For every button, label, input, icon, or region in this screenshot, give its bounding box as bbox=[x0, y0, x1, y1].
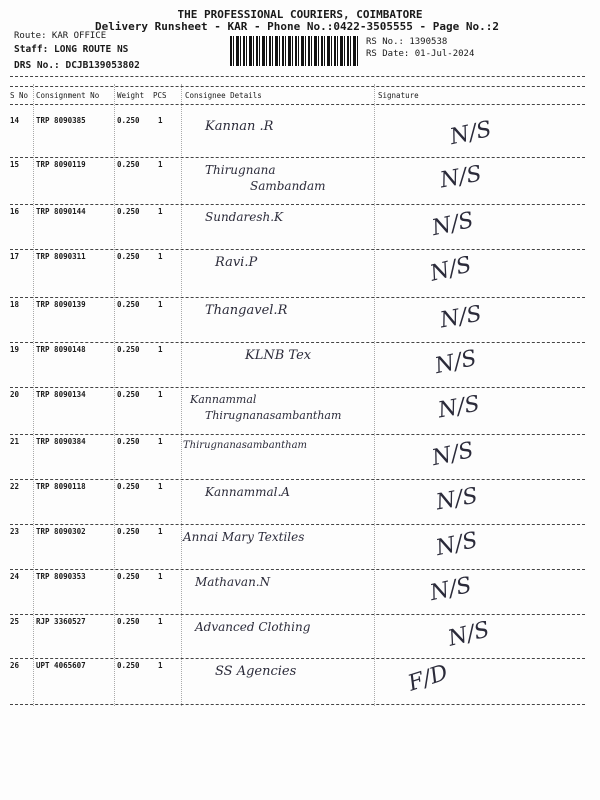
row-signature: N/S bbox=[433, 527, 480, 562]
row-sno: 16 bbox=[10, 207, 20, 216]
row-sno: 24 bbox=[10, 572, 20, 581]
row-consignee-name: Advanced Clothing bbox=[195, 620, 311, 634]
row-pcs: 1 bbox=[158, 300, 163, 309]
row-sno: 18 bbox=[10, 300, 20, 309]
row-consignment: TRP 8090353 bbox=[36, 572, 86, 581]
row-pcs: 1 bbox=[158, 160, 163, 169]
row-consignment: TRP 8090385 bbox=[36, 116, 86, 125]
row-consignment: TRP 8090302 bbox=[36, 527, 86, 536]
row-signature: N/S bbox=[429, 207, 476, 242]
row-sno: 15 bbox=[10, 160, 20, 169]
row-consignee-name: Kannan .R bbox=[205, 119, 274, 134]
header-divider bbox=[10, 86, 585, 87]
row-consignment: TRP 8090311 bbox=[36, 252, 86, 261]
drs-number: DRS No.: DCJB139053802 bbox=[14, 60, 140, 71]
row-divider bbox=[10, 524, 585, 525]
col-sno: S No bbox=[10, 91, 29, 100]
row-consignment: TRP 8090139 bbox=[36, 300, 86, 309]
col-details: Consignee Details bbox=[185, 91, 262, 100]
row-divider bbox=[10, 204, 585, 205]
row-signature: N/S bbox=[432, 345, 479, 380]
row-consignment: TRP 8090119 bbox=[36, 160, 86, 169]
row-divider bbox=[10, 342, 585, 343]
header-divider bbox=[10, 76, 585, 77]
row-signature: N/S bbox=[427, 572, 474, 607]
row-consignee-name: Thirugnana bbox=[205, 163, 276, 177]
row-consignee-name: SS Agencies bbox=[215, 664, 297, 679]
row-consignment: TRP 8090148 bbox=[36, 345, 86, 354]
row-pcs: 1 bbox=[158, 207, 163, 216]
row-consignment: TRP 8090118 bbox=[36, 482, 86, 491]
column-header-divider bbox=[10, 104, 585, 105]
row-weight: 0.250 bbox=[117, 482, 140, 491]
row-weight: 0.250 bbox=[117, 390, 140, 399]
column-line bbox=[181, 84, 182, 706]
row-weight: 0.250 bbox=[117, 661, 140, 670]
row-weight: 0.250 bbox=[117, 207, 140, 216]
row-signature: N/S bbox=[434, 483, 480, 516]
row-signature: N/S bbox=[447, 116, 494, 151]
row-pcs: 1 bbox=[158, 116, 163, 125]
row-pcs: 1 bbox=[158, 617, 163, 626]
row-pcs: 1 bbox=[158, 345, 163, 354]
row-divider bbox=[10, 387, 585, 388]
row-consignee-name-line2: Thirugnanasambantham bbox=[205, 409, 342, 422]
col-weight: Weight bbox=[117, 91, 145, 100]
row-divider bbox=[10, 157, 585, 158]
row-weight: 0.250 bbox=[117, 116, 140, 125]
row-pcs: 1 bbox=[158, 572, 163, 581]
row-consignment: TRP 8090134 bbox=[36, 390, 86, 399]
row-consignee-name: Mathavan.N bbox=[195, 575, 271, 589]
row-consignee-name: KLNB Tex bbox=[245, 348, 312, 363]
row-sno: 14 bbox=[10, 116, 20, 125]
column-line bbox=[33, 84, 34, 706]
row-sno: 23 bbox=[10, 527, 20, 536]
rs-date: RS Date: 01-Jul-2024 bbox=[366, 49, 475, 59]
row-consignment: TRP 8090384 bbox=[36, 437, 86, 446]
row-weight: 0.250 bbox=[117, 252, 140, 261]
row-pcs: 1 bbox=[158, 661, 163, 670]
row-signature: N/S bbox=[427, 252, 475, 287]
row-consignee-name: Kannammal bbox=[190, 393, 257, 406]
row-consignee-name: Thangavel.R bbox=[205, 303, 288, 318]
row-weight: 0.250 bbox=[117, 345, 140, 354]
row-divider bbox=[10, 704, 585, 705]
route-label: Route: KAR OFFICE bbox=[14, 31, 107, 41]
row-weight: 0.250 bbox=[117, 300, 140, 309]
row-divider bbox=[10, 614, 585, 615]
row-signature: N/S bbox=[445, 617, 493, 652]
row-consignment: TRP 8090144 bbox=[36, 207, 86, 216]
row-sno: 17 bbox=[10, 252, 20, 261]
row-pcs: 1 bbox=[158, 482, 163, 491]
row-signature: N/S bbox=[429, 437, 476, 472]
row-signature: N/S bbox=[436, 391, 482, 424]
column-line bbox=[374, 84, 375, 706]
row-pcs: 1 bbox=[158, 437, 163, 446]
row-consignee-name: Ravi.P bbox=[215, 255, 258, 270]
row-pcs: 1 bbox=[158, 527, 163, 536]
row-divider bbox=[10, 658, 585, 659]
row-sno: 21 bbox=[10, 437, 20, 446]
row-weight: 0.250 bbox=[117, 617, 140, 626]
row-consignee-name-line2: Sambandam bbox=[250, 179, 326, 193]
row-consignee-name: Sundaresh.K bbox=[205, 210, 284, 224]
company-title: THE PROFESSIONAL COURIERS, COIMBATORE bbox=[177, 8, 423, 21]
staff-label: Staff: LONG ROUTE NS bbox=[14, 44, 129, 55]
runsheet-subtitle: Delivery Runsheet - KAR - Phone No.:0422-3505555 - Page No.:2 bbox=[95, 20, 499, 33]
row-divider bbox=[10, 297, 585, 298]
row-signature: N/S bbox=[438, 161, 484, 194]
col-consignment: Consignment No bbox=[36, 91, 100, 100]
row-consignment: RJP 3360527 bbox=[36, 617, 86, 626]
rs-number: RS No.: 1390538 bbox=[366, 37, 448, 47]
row-sno: 26 bbox=[10, 661, 20, 670]
row-weight: 0.250 bbox=[117, 572, 140, 581]
column-line bbox=[114, 84, 115, 706]
row-signature: N/S bbox=[438, 301, 484, 334]
row-sno: 22 bbox=[10, 482, 20, 491]
row-sno: 19 bbox=[10, 345, 20, 354]
barcode bbox=[230, 36, 358, 66]
col-signature: Signature bbox=[378, 91, 419, 100]
row-consignee-name: Thirugnanasambantham bbox=[183, 440, 308, 451]
row-consignee-name: Annai Mary Textiles bbox=[183, 530, 305, 544]
row-weight: 0.250 bbox=[117, 527, 140, 536]
row-sno: 20 bbox=[10, 390, 20, 399]
row-pcs: 1 bbox=[158, 390, 163, 399]
row-consignment: UPT 4065607 bbox=[36, 661, 86, 670]
row-pcs: 1 bbox=[158, 252, 163, 261]
row-divider bbox=[10, 434, 585, 435]
row-weight: 0.250 bbox=[117, 160, 140, 169]
row-consignee-name: Kannammal.A bbox=[205, 485, 290, 499]
row-divider bbox=[10, 569, 585, 570]
row-divider bbox=[10, 249, 585, 250]
col-pcs: PCS bbox=[153, 91, 167, 100]
row-signature: F/D bbox=[405, 660, 452, 697]
row-sno: 25 bbox=[10, 617, 20, 626]
row-weight: 0.250 bbox=[117, 437, 140, 446]
row-divider bbox=[10, 479, 585, 480]
